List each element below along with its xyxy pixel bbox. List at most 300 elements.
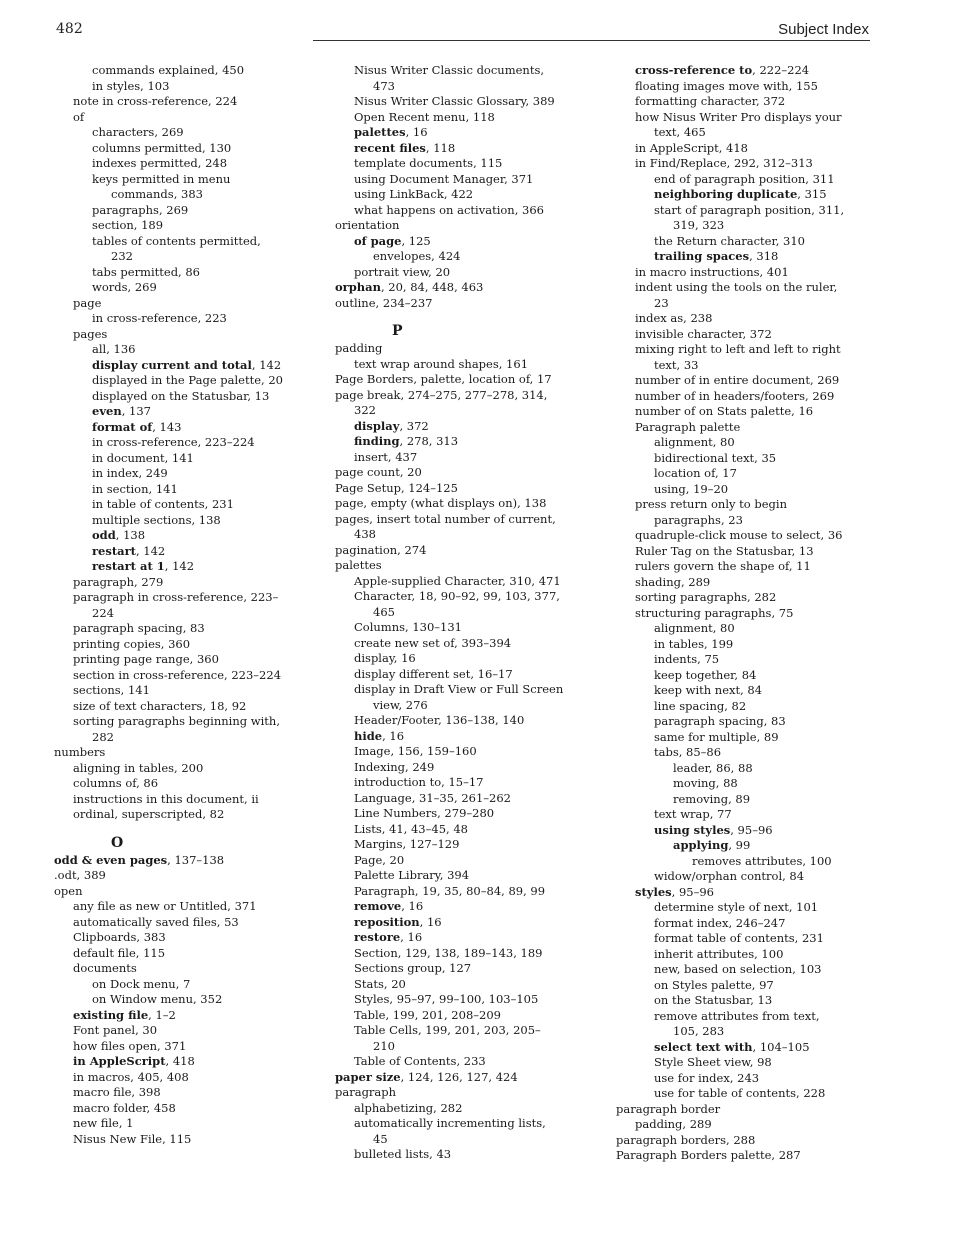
index-entry-text: indexes permitted, 248 bbox=[92, 156, 228, 170]
index-entry-text: numbers bbox=[54, 745, 106, 759]
index-entry-continuation bbox=[616, 125, 874, 141]
index-entry-text: , 95–96 bbox=[671, 884, 714, 899]
index-entry bbox=[616, 1086, 874, 1102]
index-entry-text: columns permitted, 130 bbox=[92, 140, 232, 155]
index-entry-text: Image, 156, 159–160 bbox=[354, 744, 477, 758]
index-entry-text: outline, 234–237 bbox=[335, 295, 433, 310]
index-entry-text: how files open, 371 bbox=[73, 1038, 187, 1053]
index-column-2 bbox=[335, 63, 590, 1163]
index-entry-text: , 16 bbox=[405, 125, 428, 139]
index-entry bbox=[335, 868, 590, 884]
index-entry-text: tabs permitted, 86 bbox=[92, 264, 200, 279]
index-entry-text: keep with next, 84 bbox=[654, 683, 763, 697]
index-entry bbox=[54, 776, 304, 792]
index-entry-text: paragraphs, 269 bbox=[92, 202, 189, 217]
index-entry-text: , 95–96 bbox=[730, 822, 773, 837]
index-entry bbox=[54, 559, 304, 575]
index-entry-text: columns of, 86 bbox=[73, 776, 159, 790]
index-entry-text: pagination, 274 bbox=[335, 542, 427, 557]
index-entry bbox=[335, 961, 590, 977]
index-entry-text: removing, 89 bbox=[673, 791, 751, 806]
index-entry-text: indent using the tools on the ruler, bbox=[635, 280, 838, 294]
index-entry bbox=[335, 450, 590, 466]
index-entry bbox=[616, 931, 874, 947]
index-entry bbox=[54, 342, 304, 358]
index-entry-text: envelopes, 424 bbox=[373, 249, 461, 263]
index-entry-text: words, 269 bbox=[92, 280, 157, 294]
index-entry bbox=[335, 558, 590, 574]
index-entry bbox=[54, 497, 304, 513]
index-entry bbox=[54, 373, 304, 389]
index-entry bbox=[616, 823, 874, 839]
index-entry bbox=[54, 218, 304, 234]
index-entry bbox=[335, 589, 590, 605]
index-entry-continuation bbox=[335, 527, 590, 543]
index-entry bbox=[335, 357, 590, 373]
index-entry bbox=[616, 1133, 874, 1149]
index-entry bbox=[616, 900, 874, 916]
index-entry-text: , 142 bbox=[251, 357, 282, 372]
index-entry bbox=[335, 1147, 590, 1163]
index-entry bbox=[335, 651, 590, 667]
index-entry bbox=[54, 528, 304, 544]
index-entry-text: in macros, 405, 408 bbox=[73, 1069, 189, 1084]
index-entry bbox=[616, 79, 874, 95]
index-entry-text: template documents, 115 bbox=[354, 156, 503, 170]
index-entry-continuation bbox=[54, 606, 304, 622]
index-entry-text: use for index, 243 bbox=[654, 1070, 760, 1085]
index-entry-text: portrait view, 20 bbox=[354, 264, 451, 279]
index-term-bold: even bbox=[92, 404, 122, 418]
index-entry-text: floating images move with, 155 bbox=[635, 78, 818, 93]
index-entry-text: displayed on the Statusbar, 13 bbox=[92, 388, 270, 403]
index-entry-text: palettes bbox=[335, 558, 382, 572]
index-term-bold: display current and total bbox=[92, 357, 252, 372]
index-entry-text: Header/Footer, 136–138, 140 bbox=[354, 713, 525, 727]
index-entry-text: in tables, 199 bbox=[654, 636, 734, 651]
index-entry bbox=[54, 172, 304, 188]
index-entry-text: invisible character, 372 bbox=[635, 326, 772, 341]
index-entry-text: orientation bbox=[335, 218, 400, 232]
index-term-bold: hide bbox=[354, 728, 383, 743]
index-entry-text: Style Sheet view, 98 bbox=[654, 1055, 772, 1069]
index-entry-text: alphabetizing, 282 bbox=[354, 1100, 463, 1115]
index-entry-continuation bbox=[335, 1132, 590, 1148]
index-term-bold: styles bbox=[635, 884, 672, 899]
index-entry-text: text, 465 bbox=[654, 125, 706, 139]
index-entry-text: paragraphs, 23 bbox=[654, 512, 743, 527]
index-entry bbox=[54, 389, 304, 405]
index-entry bbox=[54, 1132, 304, 1148]
index-entry bbox=[616, 854, 874, 870]
index-entry-text: Paragraph, 19, 35, 80–84, 89, 99 bbox=[354, 883, 546, 898]
index-entry bbox=[335, 234, 590, 250]
index-entry bbox=[335, 465, 590, 481]
index-entry bbox=[54, 203, 304, 219]
index-entry bbox=[54, 265, 304, 281]
index-entry-text: in index, 249 bbox=[92, 466, 168, 480]
index-entry bbox=[54, 125, 304, 141]
index-entry bbox=[54, 513, 304, 529]
index-entry-text: page count, 20 bbox=[335, 465, 422, 479]
index-entry bbox=[335, 1008, 590, 1024]
index-entry-text: paragraph border bbox=[616, 1101, 721, 1116]
index-term-bold: of page bbox=[354, 233, 402, 248]
index-entry bbox=[616, 1102, 874, 1118]
index-entry bbox=[616, 962, 874, 978]
index-entry bbox=[616, 389, 874, 405]
index-entry-text: Open Recent menu, 118 bbox=[354, 109, 495, 124]
index-entry-text: index as, 238 bbox=[635, 311, 713, 325]
index-entry-text: , 16 bbox=[401, 899, 424, 913]
index-entry-text: all, 136 bbox=[92, 342, 136, 356]
index-entry-text: 473 bbox=[373, 78, 395, 93]
index-entry bbox=[616, 94, 874, 110]
index-entry-text: rulers govern the shape of, 11 bbox=[635, 559, 811, 573]
index-entry-text: page bbox=[73, 295, 102, 310]
index-entry bbox=[616, 621, 874, 637]
index-entry-text: Table of Contents, 233 bbox=[354, 1054, 486, 1068]
index-entry bbox=[335, 636, 590, 652]
index-entry bbox=[616, 885, 874, 901]
index-entry-text: any file as new or Untitled, 371 bbox=[73, 899, 257, 913]
index-entry bbox=[54, 961, 304, 977]
index-entry-text: using Document Manager, 371 bbox=[354, 171, 534, 186]
index-entry bbox=[616, 668, 874, 684]
index-entry bbox=[616, 420, 874, 436]
index-entry bbox=[54, 110, 304, 126]
index-entry-continuation bbox=[616, 513, 874, 529]
index-entry-text: paragraph spacing, 83 bbox=[73, 621, 205, 635]
index-entry-text: default file, 115 bbox=[73, 945, 166, 960]
index-entry-text: aligning in tables, 200 bbox=[73, 760, 204, 775]
index-term-bold: using styles bbox=[654, 822, 731, 837]
index-column-1 bbox=[54, 63, 304, 1147]
index-entry bbox=[616, 575, 874, 591]
index-entry-text: section in cross-reference, 223–224 bbox=[73, 667, 282, 682]
index-term-bold: select text with bbox=[654, 1039, 753, 1054]
index-entry bbox=[616, 528, 874, 544]
index-entry-text: 322 bbox=[354, 403, 376, 417]
index-entry bbox=[616, 745, 874, 761]
index-entry bbox=[54, 899, 304, 915]
index-entry-text: 438 bbox=[354, 527, 376, 541]
index-entry bbox=[616, 993, 874, 1009]
index-entry bbox=[335, 141, 590, 157]
index-entry-text: insert, 437 bbox=[354, 449, 418, 464]
index-entry bbox=[54, 652, 304, 668]
index-entry-text: 232 bbox=[111, 249, 133, 263]
index-entry-text: 224 bbox=[92, 605, 114, 620]
index-entry bbox=[335, 1070, 590, 1086]
index-entry-text: page break, 274–275, 277–278, 314, bbox=[335, 387, 548, 402]
index-entry-text: alignment, 80 bbox=[654, 621, 735, 635]
index-entry-continuation bbox=[54, 187, 304, 203]
index-entry bbox=[54, 807, 304, 823]
index-term-bold: paper size bbox=[335, 1069, 401, 1084]
index-entry-continuation bbox=[54, 249, 304, 265]
index-entry bbox=[54, 141, 304, 157]
index-entry-text: Lists, 41, 43–45, 48 bbox=[354, 821, 468, 836]
index-entry-text: commands explained, 450 bbox=[92, 63, 245, 77]
index-entry bbox=[616, 606, 874, 622]
index-entry bbox=[616, 342, 874, 358]
index-entry-continuation bbox=[335, 79, 590, 95]
index-entry-text: padding bbox=[335, 341, 383, 355]
index-entry bbox=[335, 899, 590, 915]
index-entry-text: start of paragraph position, 311, bbox=[654, 202, 845, 217]
index-entry-text: , 99 bbox=[728, 838, 751, 852]
index-entry-text: determine style of next, 101 bbox=[654, 900, 819, 914]
index-term-bold: restore bbox=[354, 930, 401, 944]
index-entry bbox=[54, 575, 304, 591]
index-entry-text: displayed in the Page palette, 20 bbox=[92, 373, 283, 387]
index-entry-text: leader, 86, 88 bbox=[673, 760, 753, 775]
index-entry-text: macro folder, 458 bbox=[73, 1100, 176, 1115]
index-entry-text: create new set of, 393–394 bbox=[354, 635, 512, 650]
index-entry-text: .odt, 389 bbox=[54, 868, 106, 882]
index-entry-text: Paragraph palette bbox=[635, 419, 741, 434]
index-entry-text: on Dock menu, 7 bbox=[92, 976, 191, 991]
index-entry-text: 23 bbox=[654, 295, 669, 310]
index-entry bbox=[54, 234, 304, 250]
index-entry bbox=[335, 372, 590, 388]
index-entry bbox=[616, 1040, 874, 1056]
index-entry-text: sorting paragraphs beginning with, bbox=[73, 714, 280, 728]
index-entry bbox=[616, 280, 874, 296]
index-entry-text: pages bbox=[73, 326, 108, 341]
index-entry bbox=[616, 761, 874, 777]
index-entry bbox=[54, 420, 304, 436]
index-entry-text: in macro instructions, 401 bbox=[635, 264, 789, 279]
index-entry-text: end of paragraph position, 311 bbox=[654, 171, 835, 186]
index-term-bold: existing file bbox=[73, 1007, 149, 1022]
index-entry-text: size of text characters, 18, 92 bbox=[73, 698, 247, 713]
index-entry-text: commands, 383 bbox=[111, 187, 203, 201]
index-entry bbox=[54, 868, 304, 884]
index-entry bbox=[335, 930, 590, 946]
index-entry bbox=[54, 327, 304, 343]
index-entry-text: indents, 75 bbox=[654, 652, 720, 666]
index-entry-text: moving, 88 bbox=[673, 776, 738, 790]
index-entry-text: format index, 246–247 bbox=[654, 915, 786, 930]
index-term-bold: palettes bbox=[354, 125, 406, 139]
index-entry-text: , 1–2 bbox=[148, 1007, 176, 1022]
index-entry bbox=[616, 699, 874, 715]
index-entry-text: 319, 323 bbox=[673, 218, 725, 232]
index-entry-text: use for table of contents, 228 bbox=[654, 1086, 826, 1100]
index-entry-text: open bbox=[54, 883, 83, 898]
index-entry-text: number of in headers/footers, 269 bbox=[635, 388, 835, 403]
index-entry-text: Stats, 20 bbox=[354, 976, 406, 991]
index-entry bbox=[335, 63, 590, 79]
index-entry-text: Character, 18, 90–92, 99, 103, 377, bbox=[354, 589, 560, 603]
index-entry-continuation bbox=[616, 358, 874, 374]
index-entry-text: Table, 199, 201, 208–209 bbox=[354, 1007, 501, 1022]
index-entry bbox=[616, 110, 874, 126]
index-entry-text: remove attributes from text, bbox=[654, 1008, 820, 1023]
index-entry bbox=[616, 683, 874, 699]
index-entry-text: Font panel, 30 bbox=[73, 1023, 158, 1037]
index-entry-continuation bbox=[335, 698, 590, 714]
index-entry bbox=[616, 156, 874, 172]
index-entry bbox=[616, 451, 874, 467]
index-entry-text: number of in entire document, 269 bbox=[635, 373, 840, 387]
index-entry bbox=[335, 837, 590, 853]
index-entry-text: 465 bbox=[373, 604, 395, 619]
index-entry bbox=[335, 775, 590, 791]
index-entry-text: Nisus New File, 115 bbox=[73, 1131, 192, 1146]
index-entry bbox=[54, 977, 304, 993]
index-entry-text: format table of contents, 231 bbox=[654, 931, 824, 945]
index-entry-text: , 222–224 bbox=[752, 63, 810, 77]
index-entry-text: text wrap, 77 bbox=[654, 807, 732, 821]
index-entry bbox=[335, 1023, 590, 1039]
index-entry-text: in cross-reference, 223–224 bbox=[92, 435, 255, 449]
index-entry bbox=[616, 544, 874, 560]
index-entry bbox=[616, 327, 874, 343]
index-entry-text: introduction to, 15–17 bbox=[354, 775, 484, 789]
index-entry bbox=[335, 1054, 590, 1070]
index-entry-text: new, based on selection, 103 bbox=[654, 962, 822, 976]
index-entry-text: bulleted lists, 43 bbox=[354, 1147, 452, 1161]
section-letter: O bbox=[111, 834, 124, 851]
index-entry bbox=[54, 1116, 304, 1132]
index-entry bbox=[616, 172, 874, 188]
index-entry bbox=[616, 1117, 874, 1133]
index-entry bbox=[335, 265, 590, 281]
index-entry-text: in document, 141 bbox=[92, 450, 194, 465]
index-entry-text: the Return character, 310 bbox=[654, 233, 805, 248]
index-entry bbox=[54, 63, 304, 79]
index-entry bbox=[54, 404, 304, 420]
index-entry-continuation bbox=[335, 403, 590, 419]
index-entry-text: keep together, 84 bbox=[654, 667, 757, 682]
index-entry-text: 45 bbox=[373, 1131, 388, 1146]
section-letter: P bbox=[392, 323, 403, 339]
index-entry-text: Nisus Writer Classic documents, bbox=[354, 63, 545, 77]
index-term-bold: restart at 1 bbox=[92, 559, 165, 573]
index-entry-text: Table Cells, 199, 201, 203, 205– bbox=[354, 1023, 541, 1037]
index-entry bbox=[616, 869, 874, 885]
index-entry bbox=[616, 637, 874, 653]
index-entry-text: Styles, 95–97, 99–100, 103–105 bbox=[354, 992, 539, 1006]
index-entry-text: , 315 bbox=[797, 187, 827, 201]
index-term-bold: reposition bbox=[354, 914, 420, 929]
index-entry bbox=[616, 141, 874, 157]
index-entry bbox=[335, 341, 590, 357]
index-entry bbox=[335, 125, 590, 141]
index-entry-text: Page Borders, palette, location of, 17 bbox=[335, 372, 552, 386]
header-rule bbox=[313, 40, 870, 41]
index-entry-text: Columns, 130–131 bbox=[354, 620, 462, 634]
index-entry bbox=[54, 1070, 304, 1086]
index-entry-text: , 118 bbox=[425, 140, 456, 155]
index-entry-text: page, empty (what displays on), 138 bbox=[335, 496, 547, 510]
index-entry-text: Page Setup, 124–125 bbox=[335, 480, 458, 495]
index-entry bbox=[616, 730, 874, 746]
index-entry-text: press return only to begin bbox=[635, 497, 787, 511]
index-entry bbox=[54, 1008, 304, 1024]
index-entry bbox=[54, 683, 304, 699]
index-entry-text: , 124, 126, 127, 424 bbox=[400, 1069, 518, 1084]
index-entry-text: number of on Stats palette, 16 bbox=[635, 404, 814, 418]
index-entry bbox=[54, 435, 304, 451]
index-term-bold: odd & even pages bbox=[54, 852, 168, 867]
index-entry bbox=[616, 978, 874, 994]
index-term-bold: finding bbox=[354, 434, 400, 448]
index-entry bbox=[616, 1055, 874, 1071]
index-entry-text: , 16 bbox=[400, 930, 423, 944]
index-entry-text: Margins, 127–129 bbox=[354, 837, 460, 851]
index-entry bbox=[54, 699, 304, 715]
index-entry-text: , 137 bbox=[121, 404, 151, 418]
index-entry bbox=[616, 559, 874, 575]
index-entry bbox=[616, 63, 874, 79]
index-entry-text: , 20, 84, 448, 463 bbox=[380, 280, 484, 294]
index-entry bbox=[54, 621, 304, 637]
index-entry bbox=[335, 496, 590, 512]
index-entry bbox=[335, 1116, 590, 1132]
index-entry bbox=[54, 946, 304, 962]
index-entry-text: in Find/Replace, 292, 312–313 bbox=[635, 156, 813, 170]
index-entry-text: bidirectional text, 35 bbox=[654, 450, 777, 465]
index-entry bbox=[335, 187, 590, 203]
index-entry bbox=[54, 884, 304, 900]
index-entry-text: documents bbox=[73, 961, 137, 975]
index-entry-text: in AppleScript, 418 bbox=[635, 140, 748, 155]
index-entry bbox=[616, 187, 874, 203]
index-entry-text: using, 19–20 bbox=[654, 481, 729, 496]
index-entry-text: sorting paragraphs, 282 bbox=[635, 590, 777, 604]
index-entry-text: macro file, 398 bbox=[73, 1085, 161, 1099]
index-entry-text: automatically incrementing lists, bbox=[354, 1116, 546, 1130]
index-entry-text: pages, insert total number of current, bbox=[335, 511, 556, 526]
index-entry bbox=[616, 807, 874, 823]
index-entry-text: Sections group, 127 bbox=[354, 961, 472, 975]
index-entry-text: instructions in this document, ii bbox=[73, 791, 259, 806]
index-entry bbox=[335, 992, 590, 1008]
index-entry-text: , 142 bbox=[135, 543, 166, 558]
index-entry-text: section, 189 bbox=[92, 218, 164, 232]
index-entry bbox=[335, 1101, 590, 1117]
index-entry-text: , 142 bbox=[164, 559, 195, 573]
index-entry bbox=[335, 156, 590, 172]
index-entry bbox=[335, 682, 590, 698]
index-entry-text: Clipboards, 383 bbox=[73, 930, 166, 944]
index-entry-text: Paragraph Borders palette, 287 bbox=[616, 1148, 801, 1162]
index-entry bbox=[616, 714, 874, 730]
index-entry bbox=[335, 94, 590, 110]
index-entry bbox=[335, 280, 590, 296]
index-entry bbox=[54, 1085, 304, 1101]
index-entry-text: , 104–105 bbox=[752, 1039, 810, 1054]
index-entry-text: Indexing, 249 bbox=[354, 759, 435, 774]
index-entry-text: Palette Library, 394 bbox=[354, 868, 470, 882]
page-number: 482 bbox=[56, 21, 83, 37]
index-term-bold: recent files bbox=[354, 140, 426, 155]
index-entry-text: padding, 289 bbox=[635, 1117, 712, 1131]
index-entry bbox=[335, 172, 590, 188]
index-entry bbox=[54, 280, 304, 296]
index-entry-text: structuring paragraphs, 75 bbox=[635, 605, 794, 620]
index-entry-text: of bbox=[73, 109, 85, 124]
index-entry-text: in table of contents, 231 bbox=[92, 497, 234, 511]
index-entry bbox=[54, 466, 304, 482]
index-entry bbox=[54, 761, 304, 777]
index-entry-continuation bbox=[616, 296, 874, 312]
index-entry-text: paragraph, 279 bbox=[73, 574, 164, 589]
